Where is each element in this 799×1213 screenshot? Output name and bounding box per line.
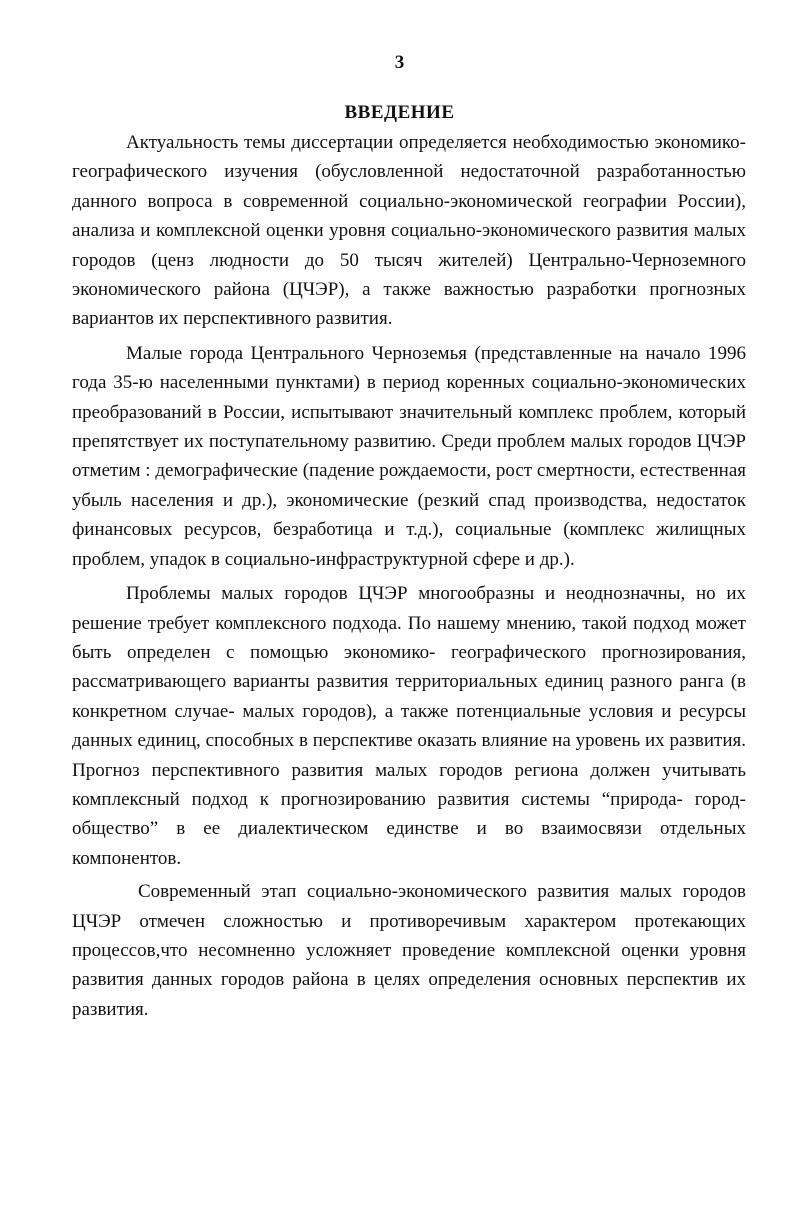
section-heading: ВВЕДЕНИЕ	[344, 102, 455, 123]
paragraph-relevance: Актуальность темы диссертации определяется необходимостью экономико-географического изучения (обусловленной недостаточной разработанностью данного вопроса в современной социально-экономической географии России), анализа и комплексной оценки уровня социально-экономического развития малых городов (ценз людности до 50 тысяч жителей) Центрально-Черноземного экономического района (ЦЧЭР), а также важностью разработки прогнозных вариантов их перспективного развития.	[72, 132, 746, 330]
page-number: 3	[394, 52, 405, 73]
body-text	[72, 128, 746, 1024]
paragraph-current-stage: Современный этап социально-экономического развития малых городов ЦЧЭР отмечен сложностью и противоречивым характером протекающих процессов,что несомненно усложняет проведение комплексной оценки уровня развития данных городов района в целях определения основных перспектив их развития.	[72, 881, 746, 1020]
paragraph-approach: Проблемы малых городов ЦЧЭР многообразны и неоднозначны, но их решение требует комплексного подхода. По нашему мнению, такой подход может быть определен с помощью экономико- географического прогнозирования, рассматривающего варианты развития территориальных единиц разного ранга (в конкретном случае- малых городов), а также потенциальные условия и ресурсы данных единиц, способных в перспективе оказать влияние на уровень их развития. Прогноз перспективного развития малых городов региона должен учитывать комплексный подход к прогнозированию развития системы “природа- город- общество” в ее диалектическом единстве и во взаимосвязи отдельных компонентов.	[72, 583, 746, 869]
paragraph-problems: Малые города Центрального Черноземья (представленные на начало 1996 года 35-ю населенными пунктами) в период коренных социально-экономических преобразований в России, испытывают значительный комплекс проблем, который препятствует их поступательному развитию. Среди проблем малых городов ЦЧЭР отметим : демографические (падение рождаемости, рост смертности, естественная убыль населения и др.), экономические (резкий спад производства, недостаток финансовых ресурсов, безработица и т.д.), социальные (комплекс жилищных проблем, упадок в социально-инфраструктурной сфере и др.).	[72, 342, 746, 570]
